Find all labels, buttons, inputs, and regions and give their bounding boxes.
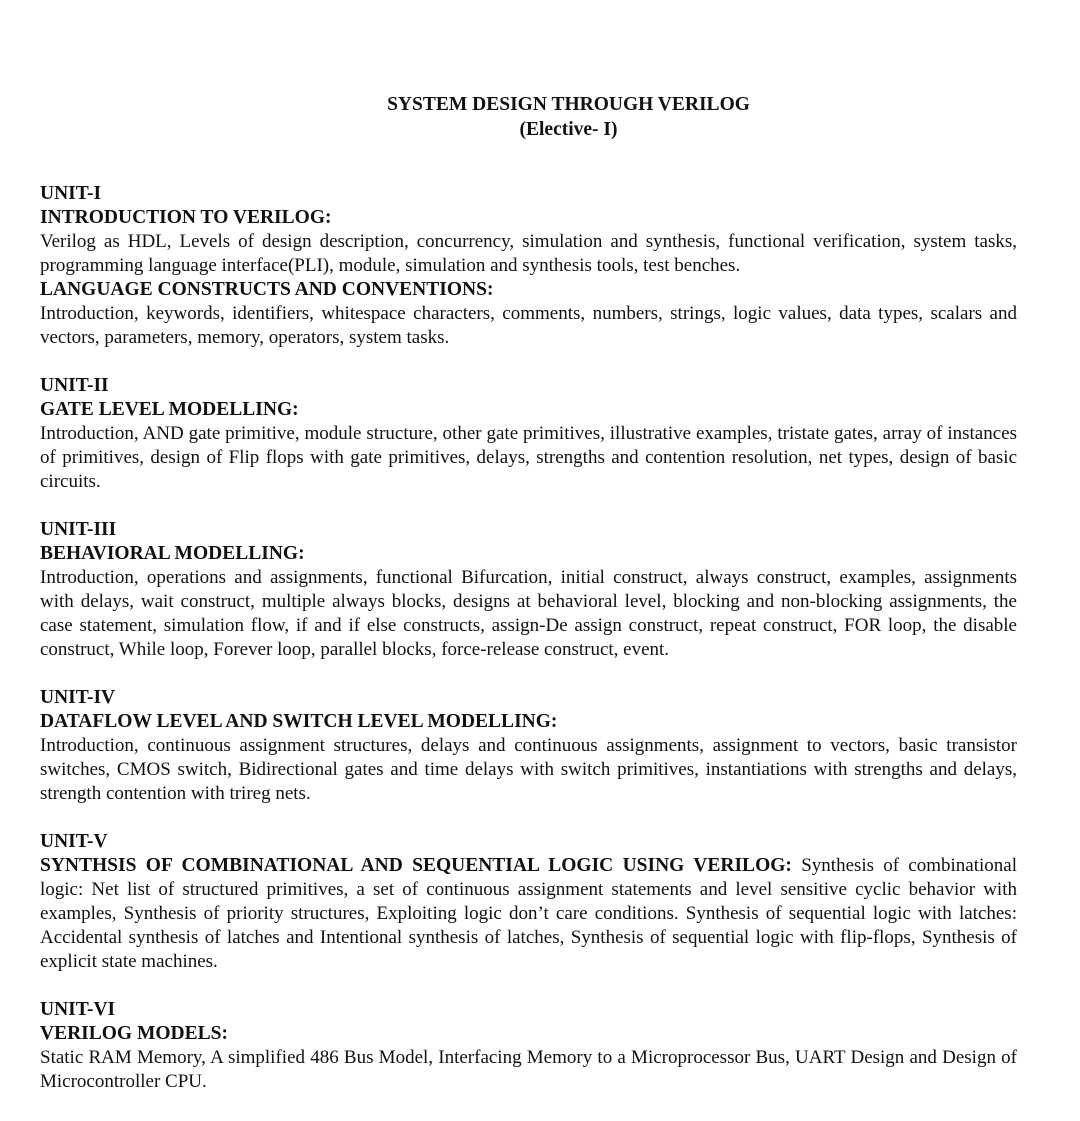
section-body: Introduction, keywords, identifiers, whitespace characters, comments, numbers, strings, logic values, data types, scalars and vectors, parameters, memory, operators, system tasks.: [40, 303, 1017, 348]
section-heading: LANGUAGE CONSTRUCTS AND CONVENTIONS:: [40, 279, 494, 300]
unit-3: [40, 518, 1017, 662]
unit-label: UNIT-I: [40, 183, 102, 204]
title-block: [120, 92, 1017, 142]
unit-2: [40, 374, 1017, 494]
section-body: Static RAM Memory, A simplified 486 Bus Model, Interfacing Memory to a Microprocessor Bus, UART Design and Design of Microcontroller CPU.: [40, 1047, 1017, 1092]
unit-5: [40, 830, 1017, 974]
document-subtitle: (Elective- I): [519, 119, 618, 140]
unit-label: UNIT-IV: [40, 687, 116, 708]
unit-label: UNIT-V: [40, 831, 108, 852]
unit-label: UNIT-VI: [40, 999, 116, 1020]
section-heading: VERILOG MODELS:: [40, 1023, 228, 1044]
unit-6: [40, 998, 1017, 1094]
section-heading: GATE LEVEL MODELLING:: [40, 399, 299, 420]
unit-label: UNIT-III: [40, 519, 117, 540]
section-body: Introduction, operations and assignments, functional Bifurcation, initial construct, always construct, examples, assignments with delays, wait construct, multiple always blocks, designs at behavioral level, blocking and non-blocking assignments, the case statement, simulation flow, if and if else constructs, assign-De assign construct, repeat construct, FOR loop, the disable construct, While loop, Forever loop, parallel blocks, force-release construct, event.: [40, 567, 1017, 660]
section-body: Verilog as HDL, Levels of design description, concurrency, simulation and synthesis, functional verification, system tasks, programming language interface(PLI), module, simulation and synthesis tools, test benches.: [40, 231, 1017, 276]
section-heading: INTRODUCTION TO VERILOG:: [40, 207, 332, 228]
units-list: [40, 182, 1017, 1094]
unit-4: [40, 686, 1017, 806]
section-paragraph: [40, 854, 1017, 974]
section-heading: DATAFLOW LEVEL AND SWITCH LEVEL MODELLING:: [40, 711, 558, 732]
section-heading: BEHAVIORAL MODELLING:: [40, 543, 305, 564]
section-body: Introduction, AND gate primitive, module structure, other gate primitives, illustrative examples, tristate gates, array of instances of primitives, design of Flip flops with gate primitives, delays, strengths and contention resolution, net types, design of basic circuits.: [40, 423, 1017, 492]
unit-label: UNIT-II: [40, 375, 109, 396]
section-heading: SYNTHSIS OF COMBINATIONAL AND SEQUENTIAL LOGIC USING VERILOG:: [40, 855, 802, 876]
syllabus-page: [40, 92, 1017, 1118]
section-body: Introduction, continuous assignment structures, delays and continuous assignments, assignment to vectors, basic transistor switches, CMOS switch, Bidirectional gates and time delays with switch primitives, instantiations with strengths and delays, strength contention with trireg nets.: [40, 735, 1017, 804]
section-body: Synthesis of combinational logic: Net list of structured primitives, a set of continuous assignment statements and level sensitive cyclic behavior with examples, Synthesis of priority structures, Exploiting logic don’t care conditions. Synthesis of sequential logic with latches: Accidental synthesis of latches and Intentional synthesis of latches, Synthesis of sequential logic with flip-flops, Synthesis of explicit state machines.: [40, 855, 1017, 972]
document-title: SYSTEM DESIGN THROUGH VERILOG: [387, 94, 750, 115]
unit-1: [40, 182, 1017, 350]
